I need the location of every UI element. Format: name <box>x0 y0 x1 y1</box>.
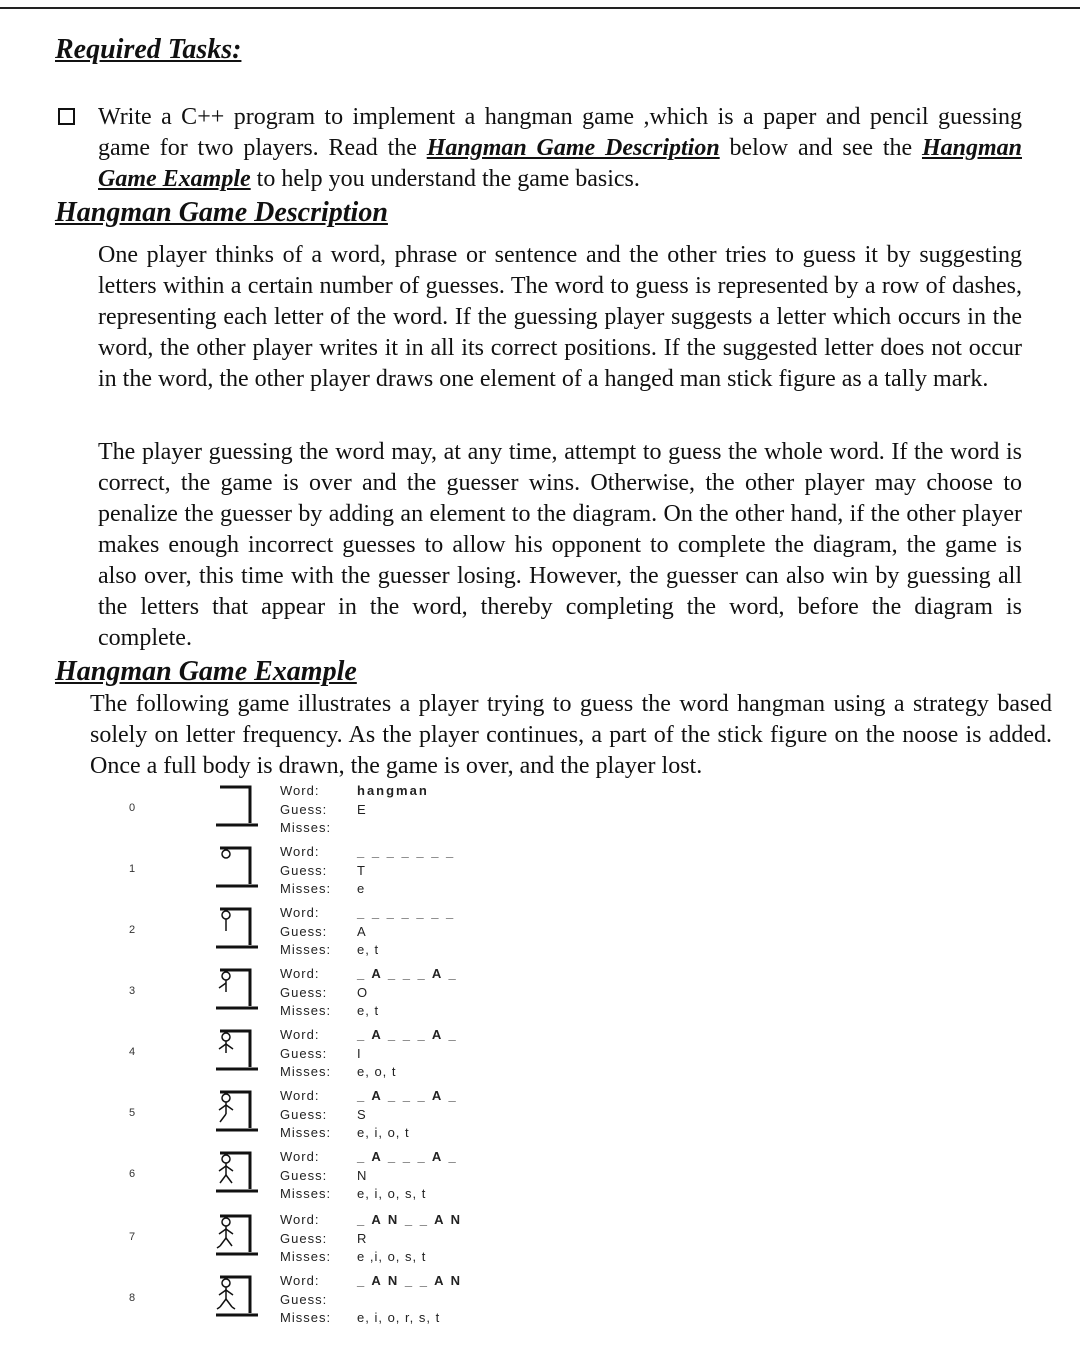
guess-value: N <box>357 1168 368 1183</box>
misses-line <box>280 1249 427 1264</box>
guess-label: Guess: <box>280 985 328 1000</box>
word-label: Word: <box>280 844 320 859</box>
word-line <box>280 905 456 920</box>
misses-line <box>280 881 366 896</box>
example-intro: The following game illustrates a player trying to guess the word hangman using a strategy based solely on letter frequency. As the player continues, a part of the stick figure on the noose is added. Once a full body is drawn, the game is over, and the player lost. <box>90 691 1052 779</box>
misses-value: e, t <box>357 1003 380 1018</box>
word-line <box>280 966 458 981</box>
gallows-icon <box>212 1088 260 1134</box>
example-step <box>0 1027 1080 1088</box>
misses-line <box>280 1125 410 1140</box>
word-value: _ _ _ _ _ _ _ <box>357 905 456 920</box>
guess-label: Guess: <box>280 1231 328 1246</box>
guess-value: E <box>357 802 367 817</box>
word-value: _ A N _ _ A N <box>357 1273 462 1288</box>
guess-label: Guess: <box>280 802 328 817</box>
gallows-icon <box>212 1273 260 1319</box>
word-value: _ A _ _ _ A _ <box>357 1088 458 1103</box>
misses-value: e, o, t <box>357 1064 397 1079</box>
word-line <box>280 1273 462 1288</box>
word-label: Word: <box>280 1273 320 1288</box>
misses-line <box>280 942 380 957</box>
word-line <box>280 1088 458 1103</box>
example-step <box>0 905 1080 966</box>
description-paragraph-2: The player guessing the word may, at any time, attempt to guess the whole word. If the word is correct, the game is over and the guesser wins. Otherwise, the other player may choose to penalize the guesser by adding an element to the diagram. On the other hand, if the other player makes enough incorrect guesses to allow his opponent to complete the diagram, the game is also over, this time with the guesser losing. However, the guesser can also win by guessing all the letters that appear in the word, thereby completing the word, before the diagram is complete. <box>98 439 1022 651</box>
guess-line <box>280 1046 362 1061</box>
task-text-3: to help you understand the game basics. <box>250 166 640 192</box>
misses-label: Misses: <box>280 942 332 957</box>
task-text-1: Write a C++ program to implement a hangman game ,which is a paper and pencil guessing game for two players. Read the <box>98 104 1022 161</box>
required-tasks-heading: Required Tasks: <box>55 34 242 65</box>
misses-value: e, i, o, r, s, t <box>357 1310 441 1325</box>
misses-value: e, t <box>357 942 380 957</box>
example-step <box>0 1273 1080 1334</box>
misses-line <box>280 1003 380 1018</box>
misses-label: Misses: <box>280 820 332 835</box>
guess-label: Guess: <box>280 1107 328 1122</box>
guess-label: Guess: <box>280 863 328 878</box>
example-step <box>0 844 1080 905</box>
example-step <box>0 966 1080 1027</box>
step-number: 7 <box>128 1231 136 1243</box>
guess-value: A <box>357 924 367 939</box>
checkbox-icon <box>58 108 75 125</box>
step-number: 1 <box>128 863 136 875</box>
guess-label: Guess: <box>280 924 328 939</box>
guess-line <box>280 985 369 1000</box>
misses-line <box>280 820 331 835</box>
gallows-icon <box>212 1212 260 1258</box>
gallows-icon <box>212 1027 260 1073</box>
guess-label: Guess: <box>280 1046 328 1061</box>
misses-label: Misses: <box>280 1310 332 1325</box>
guess-label: Guess: <box>280 1168 328 1183</box>
description-paragraph-1: One player thinks of a word, phrase or sentence and the other tries to guess it by suggesting letters within a certain number of guesses. The word to guess is represented by a row of dashes, representing each letter of the word. If the guessing player suggests a letter which occurs in the word, the other player writes it in all its correct positions. If the suggested letter does not occur in the word, the other player draws one element of a hanged man stick figure as a tally mark. <box>98 242 1022 392</box>
guess-line <box>280 1231 368 1246</box>
guess-line <box>280 1107 367 1122</box>
step-number: 2 <box>128 924 136 936</box>
guess-label: Guess: <box>280 1292 328 1307</box>
word-line <box>280 1149 458 1164</box>
word-label: Word: <box>280 783 320 798</box>
guess-line <box>280 802 367 817</box>
word-label: Word: <box>280 1149 320 1164</box>
misses-value: e, i, o, s, t <box>357 1186 427 1201</box>
word-value: _ A _ _ _ A _ <box>357 966 458 981</box>
task-text-2: below and see the <box>719 135 922 161</box>
top-rule <box>0 7 1080 9</box>
misses-value: e <box>357 881 366 896</box>
step-number: 8 <box>128 1292 136 1304</box>
example-step <box>0 1212 1080 1273</box>
word-value: _ A _ _ _ A _ <box>357 1149 458 1164</box>
guess-value: I <box>357 1046 362 1061</box>
misses-line <box>280 1310 441 1325</box>
step-number: 0 <box>128 802 136 814</box>
word-line <box>280 1212 462 1227</box>
example-step <box>0 1149 1080 1210</box>
guess-line <box>280 1168 368 1183</box>
guess-line <box>280 863 366 878</box>
misses-label: Misses: <box>280 881 332 896</box>
misses-line <box>280 1186 427 1201</box>
word-label: Word: <box>280 905 320 920</box>
gallows-icon <box>212 844 260 890</box>
example-link[interactable]: Hangman Game Example <box>98 135 1022 192</box>
description-heading: Hangman Game Description <box>55 197 388 228</box>
word-label: Word: <box>280 1212 320 1227</box>
misses-label: Misses: <box>280 1125 332 1140</box>
misses-line <box>280 1064 397 1079</box>
step-number: 6 <box>128 1168 136 1180</box>
word-value: _ A _ _ _ A _ <box>357 1027 458 1042</box>
word-label: Word: <box>280 1027 320 1042</box>
guess-value: T <box>357 863 366 878</box>
task-paragraph <box>98 102 1022 195</box>
word-label: Word: <box>280 1088 320 1103</box>
description-link[interactable]: Hangman Game Description <box>426 135 720 161</box>
guess-line <box>280 1292 327 1307</box>
guess-value: S <box>357 1107 367 1122</box>
example-step <box>0 1088 1080 1149</box>
misses-value: e ,i, o, s, t <box>357 1249 427 1264</box>
word-label: Word: <box>280 966 320 981</box>
word-line <box>280 1027 458 1042</box>
example-step <box>0 783 1080 844</box>
word-line <box>280 844 456 859</box>
step-number: 4 <box>128 1046 136 1058</box>
word-value: _ A N _ _ A N <box>357 1212 462 1227</box>
misses-label: Misses: <box>280 1249 332 1264</box>
misses-label: Misses: <box>280 1003 332 1018</box>
example-heading: Hangman Game Example <box>55 656 357 687</box>
step-number: 5 <box>128 1107 136 1119</box>
word-value: _ _ _ _ _ _ _ <box>357 844 456 859</box>
guess-value: R <box>357 1231 368 1246</box>
word-line <box>280 783 429 798</box>
misses-value: e, i, o, t <box>357 1125 410 1140</box>
step-number: 3 <box>128 985 136 997</box>
word-value: hangman <box>357 783 429 798</box>
gallows-icon <box>212 905 260 951</box>
guess-value: O <box>357 985 369 1000</box>
guess-line <box>280 924 367 939</box>
gallows-icon <box>212 1149 260 1195</box>
misses-label: Misses: <box>280 1064 332 1079</box>
gallows-icon <box>212 783 260 829</box>
gallows-icon <box>212 966 260 1012</box>
misses-label: Misses: <box>280 1186 332 1201</box>
